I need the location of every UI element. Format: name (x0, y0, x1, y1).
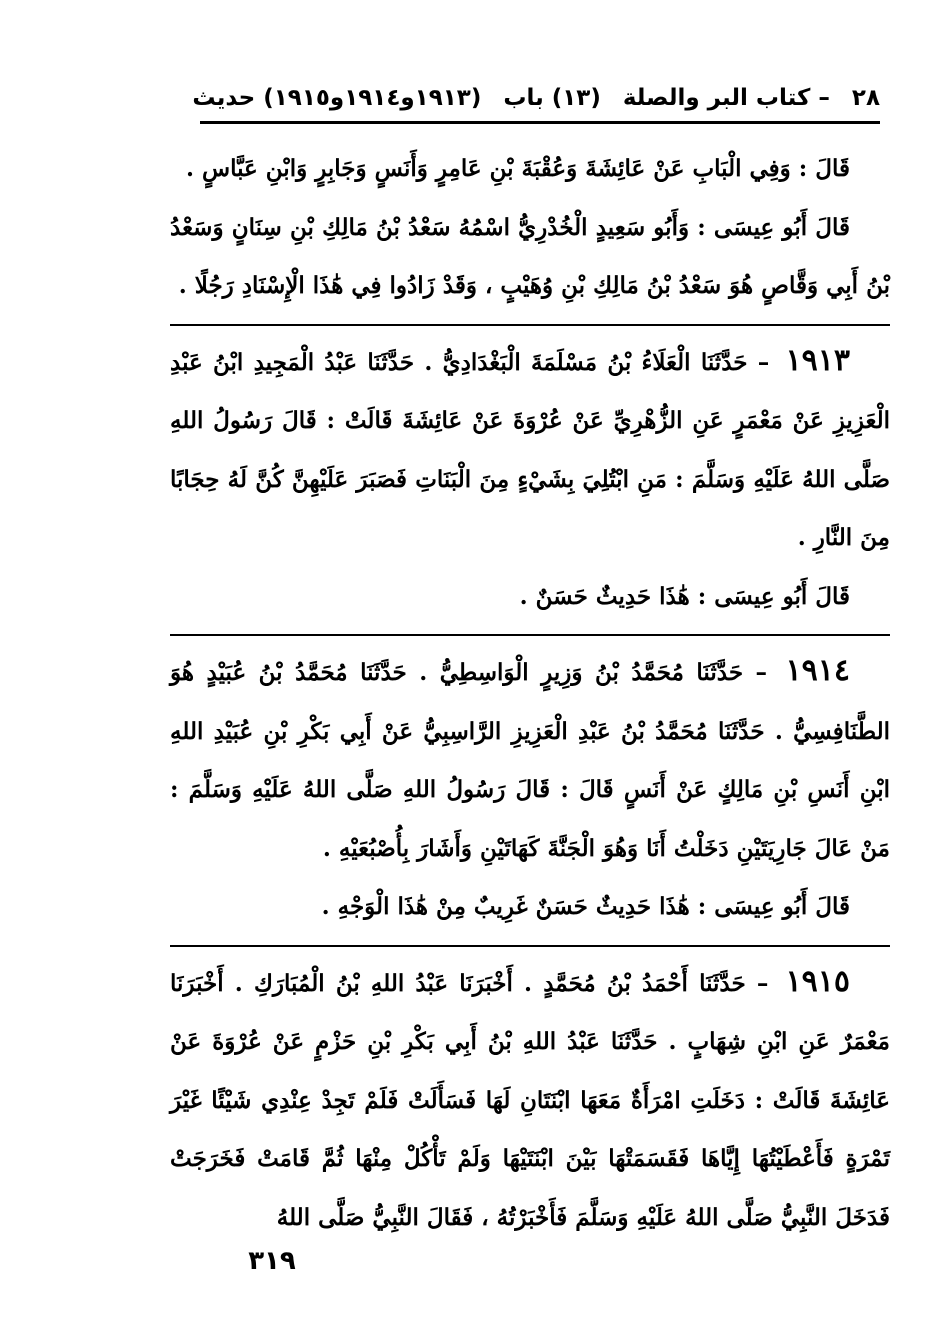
chapter-number: ٢٨ (851, 85, 880, 111)
paragraph-note-bab (170, 140, 890, 199)
book-title: – كتاب البر والصلة (622, 85, 830, 111)
main-text (170, 140, 890, 1247)
bab-label: (١٣) باب (503, 85, 601, 111)
hadith-1915 (170, 945, 890, 1248)
hadith-1913 (170, 324, 890, 568)
paragraph-text: – حَدَّثَنَا الْعَلَاءُ بْنُ مَسْلَمَةَ الْبَغْدَادِيُّ . حَدَّثَنَا عَبْدُ الْمَجِيدِ ابْنُ عَبْدِ الْعَزِيزِ عَنْ مَعْمَرٍ عَنِ الزُّهْرِيِّ عَنْ عُرْوَةَ عَنْ عَائِشَةَ قَالَتْ : قَالَ رَسُولُ اللهِ صَلَّى اللهُ عَلَيْهِ وَسَلَّمَ : مَنِ ابْتُلِيَ بِشَيْءٍ مِنَ الْبَنَاتِ فَصَبَرَ عَلَيْهِنَّ كُنَّ لَهُ حِجَابًا مِنَ النَّارِ . (170, 348, 890, 551)
page-number: ٣١٩ (248, 1246, 296, 1276)
running-header (192, 78, 880, 118)
hadith-range: (١٩١٣و١٩١٤و١٩١٥) حديث (192, 85, 482, 111)
hadith-number: ١٩١٥ (785, 963, 850, 999)
hadith-1914 (170, 634, 890, 878)
hadith-number: ١٩١٣ (785, 342, 850, 378)
paragraph-text: قَالَ أَبُو عِيسَى : هَٰذَا حَدِيثٌ حَسَنٌ غَرِيبٌ مِنْ هَٰذَا الْوَجْهِ . (321, 893, 850, 920)
header-rule (200, 121, 880, 124)
paragraph-text: – حَدَّثَنَا أَحْمَدُ بْنُ مُحَمَّدٍ . أَخْبَرَنَا عَبْدُ اللهِ بْنُ الْمُبَارَكِ . أَخْبَرَنَا مَعْمَرٌ عَنِ ابْنِ شِهَابٍ . حَدَّثَنَا عَبْدُ اللهِ بْنُ أَبِي بَكْرِ بْنِ حَزْمٍ عَنْ عُرْوَةَ عَنْ عَائِشَةَ قَالَتْ : دَخَلَتِ امْرَأَةٌ مَعَهَا ابْنَتَانِ لَهَا فَسَأَلَتْ فَلَمْ تَجِدْ عِنْدِي شَيْئًا غَيْرَ تَمْرَةٍ فَأَعْطَيْتُهَا إِيَّاهَا فَقَسَمَتْهَا بَيْنَ ابْنَتَيْهَا وَلَمْ تَأْكُلْ مِنْهَا ثُمَّ قَامَتْ فَخَرَجَتْ فَدَخَلَ النَّبِيُّ صَلَّى اللهُ عَلَيْهِ وَسَلَّمَ فَأَخْبَرْتُهُ ، فَقَالَ النَّبِيُّ صَلَّى اللهُ (170, 969, 890, 1231)
paragraph-text: – حَدَّثَنَا مُحَمَّدُ بْنُ وَزِيرٍ الْوَاسِطِيُّ . حَدَّثَنَا مُحَمَّدُ بْنُ عُبَيْدٍ هُوَ الطَّنَافِسِيُّ . حَدَّثَنَا مُحَمَّدُ بْنُ عَبْدِ الْعَزِيزِ الرَّاسِبِيُّ عَنْ أَبِي بَكْرِ بْنِ عُبَيْدِ اللهِ ابْنِ أَنَسِ بْنِ مَالِكٍ عَنْ أَنَسٍ قَالَ : قَالَ رَسُولُ اللهِ صَلَّى اللهُ عَلَيْهِ وَسَلَّمَ : مَنْ عَالَ جَارِيَتَيْنِ دَخَلْتُ أَنَا وَهُوَ الْجَنَّةَ كَهَاتَيْنِ وَأَشَارَ بِأُصْبُعَيْهِ . (170, 659, 890, 862)
paragraph-text: قَالَ أَبُو عِيسَى : وَأَبُو سَعِيدٍ الْخُدْرِيُّ اسْمُهُ سَعْدُ بْنُ مَالِكِ بْنِ سِنَانٍ وَسَعْدُ بْنُ أَبِي وَقَّاصٍ هُوَ سَعْدُ بْنُ مَالِكِ بْنِ وُهَيْبٍ ، وَقَدْ زَادُوا فِي هَٰذَا الْإِسْنَادِ رَجُلًا . (170, 213, 890, 299)
paragraph-text: قَالَ أَبُو عِيسَى : هَٰذَا حَدِيثٌ حَسَنٌ . (519, 582, 850, 610)
paragraph-note-abu-isa (170, 199, 890, 316)
paragraph-grading-1914 (170, 878, 890, 937)
paragraph-text: قَالَ : وَفِي الْبَابِ عَنْ عَائِشَةَ وَعُقْبَةَ بْنِ عَامِرٍ وَأَنَسٍ وَجَابِرٍ وَابْنِ عَبَّاسٍ . (186, 155, 850, 182)
hadith-number: ١٩١٤ (785, 653, 850, 688)
paragraph-grading-1913 (170, 568, 890, 627)
